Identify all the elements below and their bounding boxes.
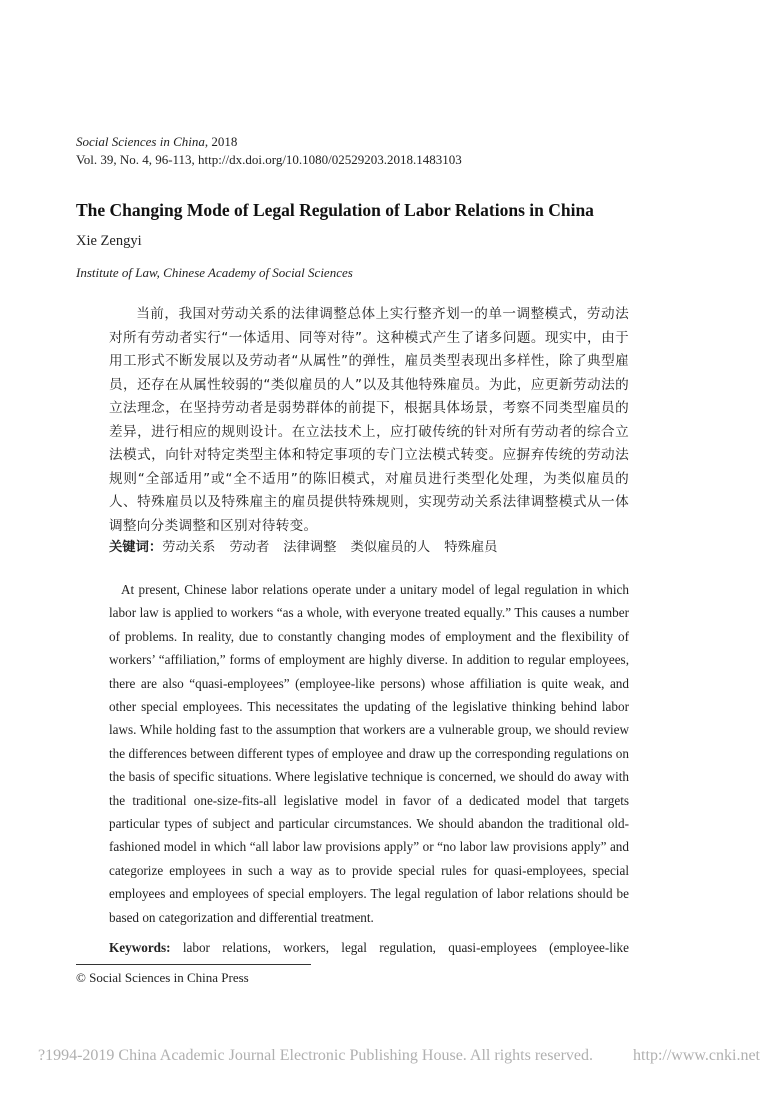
watermark-footer: [38, 1047, 760, 1065]
chinese-keyword: 法律调整: [283, 540, 337, 555]
chinese-keyword: 类似雇员的人: [350, 540, 431, 555]
chinese-keyword: 劳动者: [229, 540, 270, 555]
footer-rights-text: ?1994-2019 China Academic Journal Electronic Publishing House. All rights reserved.: [38, 1047, 593, 1064]
article-author: Xie Zengyi: [76, 233, 142, 249]
article-title: The Changing Mode of Legal Regulation of Labor Relations in China: [76, 200, 594, 220]
copyright-notice: © Social Sciences in China Press: [76, 970, 249, 985]
footer-url: http://www.cnki.net: [633, 1047, 760, 1064]
english-keywords-label: Keywords:: [109, 940, 171, 955]
chinese-keyword: 劳动关系: [162, 540, 216, 555]
chinese-keyword: 特殊雇员: [444, 540, 498, 555]
chinese-keywords-label: 关键词：: [109, 540, 163, 555]
journal-citation: [76, 133, 462, 169]
footnote-divider: [76, 964, 311, 965]
english-keywords: [109, 940, 629, 956]
journal-name-line: [76, 133, 462, 151]
chinese-keywords: [109, 536, 511, 555]
journal-name: Social Sciences in China: [76, 134, 205, 149]
english-keywords-text: labor relations, workers, legal regulation, quasi-employees (employee-like: [182, 940, 629, 955]
english-abstract: At present, Chinese labor relations operate under a unitary model of legal regulation in which labor law is applied to workers “as a whole, with everyone treated equally.” This causes a number of problems. In reality, due to constantly changing modes of employment and the flexibility of workers’ “affiliation,” forms of employment are highly diverse. In addition to regular employees, there are also “quasi-employees” (employee-like persons) whose affiliation is quite weak, and other special employees. This necessitates the updating of the legislative thinking behind labor laws. While holding fast to the assumption that workers are a vulnerable group, we should review the differences between different types of employee and draw up the corresponding regulations on the basis of specific situations. Where legislative technique is concerned, we should do away with the traditional one-size-fits-all legislative model in favor of a dedicated model that targets particular types of subject and particular circumstances. We should abandon the traditional old-fashioned model in which “all labor law provisions apply” or “no labor law provisions apply” and categorize employees in such a way as to provide special rules for quasi-employees, special employees and employees of special employers. The legal regulation of labor relations should be based on categorization and differential treatment.: [109, 582, 629, 925]
author-affiliation: Institute of Law, Chinese Academy of Social Sciences: [76, 265, 353, 280]
chinese-abstract: 当前，我国对劳动关系的法律调整总体上实行整齐划一的单一调整模式，劳动法对所有劳动者实行“一体适用、同等对待”。这种模式产生了诸多问题。现实中，由于用工形式不断发展以及劳动者“从属性”的弹性，雇员类型表现出多样性，除了典型雇员，还存在从属性较弱的“类似雇员的人”以及其他特殊雇员。为此，应更新劳动法的立法理念，在坚持劳动者是弱势群体的前提下，根据具体场景，考察不同类型雇员的差异，进行相应的规则设计。在立法技术上，应打破传统的针对所有劳动者的综合立法模式，向针对特定类型主体和特定事项的专门立法模式转变。应摒弃传统的劳动法规则“全部适用”或“全不适用”的陈旧模式，对雇员进行类型化处理，为类似雇员的人、特殊雇员以及特殊雇主的雇员提供特殊规则，实现劳动关系法律调整模式从一体调整向分类调整和区别对待转变。: [109, 306, 629, 534]
journal-volume-doi: Vol. 39, No. 4, 96-113, http://dx.doi.org/10.1080/02529203.2018.1483103: [76, 152, 462, 167]
journal-year: , 2018: [204, 134, 238, 149]
